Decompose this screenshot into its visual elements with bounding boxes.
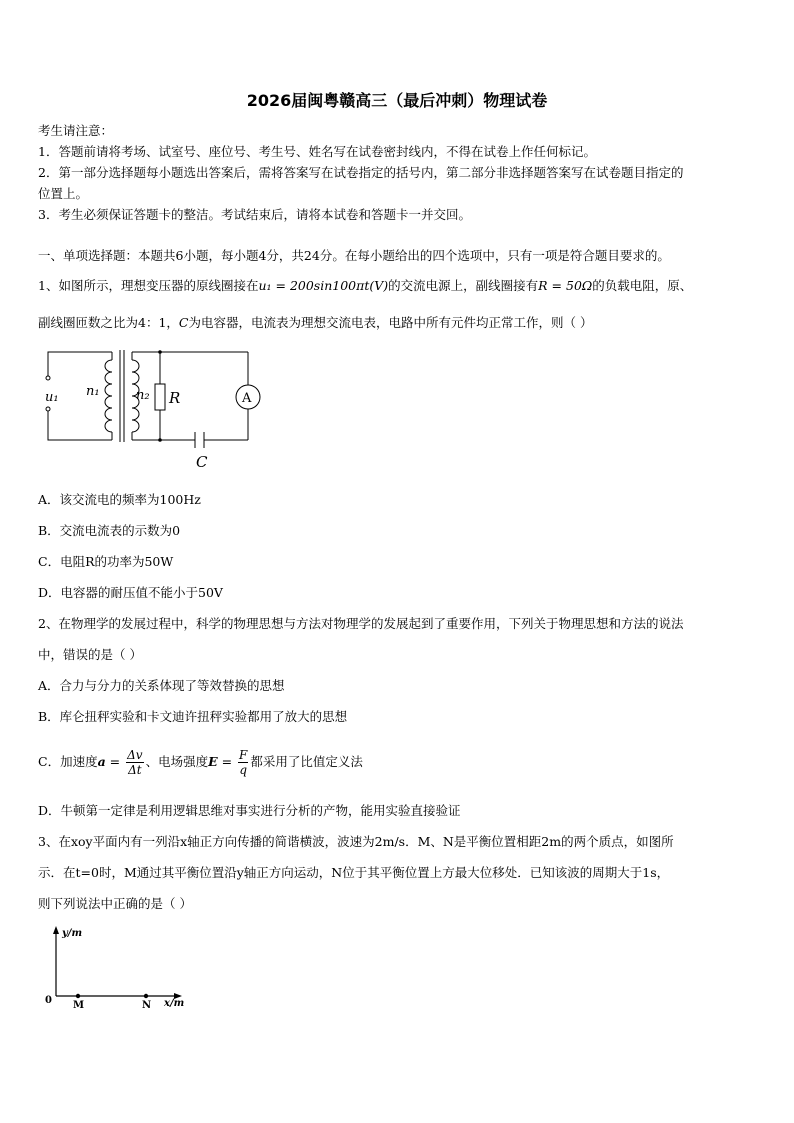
q1-label-n2: n₂ (136, 388, 150, 403)
q2-frac-field-num: F (239, 748, 248, 762)
q2-option-c-b: 、电场强度 (145, 754, 209, 769)
q2-frac-field-den: q (239, 763, 248, 777)
q2-option-c-c: 都采用了比值定义法 (250, 754, 363, 769)
q1-label-u1: u₁ (45, 390, 59, 405)
q2-frac-acc (126, 748, 143, 777)
q2-option-d: D．牛顿第一定律是利用逻辑思维对事实进行分析的产物，能用实验直接验证 (38, 803, 461, 818)
q1-stem-d: 副线圈匝数之比为4：1， (38, 315, 179, 330)
q1-stem-line1 (38, 276, 692, 294)
q3-stem-line2: 示．在t=0时，M通过其平衡位置沿y轴正方向运动，N位于其平衡位置上方最大位移处．已知该波的周期大于1s， (38, 865, 670, 880)
q2-var-e: E (208, 754, 218, 769)
q2-option-b: B．库仑扭秤实验和卡文迪许扭秤实验都用了放大的思想 (38, 709, 348, 724)
q2-frac-field (238, 748, 248, 777)
q1-circuit-diagram (36, 340, 266, 475)
q3-stem-line1: 3、在xoy平面内有一列沿x轴正方向传播的简谐横波，波速为2m/s．M、N是平衡位置相距2m的两个质点，如图所 (38, 834, 674, 849)
page-title: 2026届闽粤赣高三（最后冲刺）物理试卷 (246, 91, 548, 110)
section-heading: 一、单项选择题：本题共6小题，每小题4分，共24分。在每小题给出的四个选项中，只有一项是符合题目要求的。 (38, 248, 670, 263)
q2-frac-acc-den: Δt (128, 763, 142, 777)
q1-stem-c: 的负载电阻，原、 (592, 278, 693, 293)
q2-var-a: a (97, 754, 106, 769)
q1-formula-u: u₁ = 200sin100πt(V) (258, 278, 389, 293)
q1-var-c: C (178, 315, 189, 330)
q3-point-m (76, 994, 80, 998)
q3-y-label: y/m (62, 928, 83, 939)
q1-option-a: A．该交流电的频率为100Hz (38, 492, 201, 507)
q3-m-label: M (73, 1000, 85, 1010)
q3-n-label: N (142, 1000, 152, 1010)
q3-x-label: x/m (164, 998, 185, 1009)
q1-option-b: B．交流电流表的示数为0 (38, 523, 181, 538)
q1-stem-line2 (38, 313, 592, 331)
q2-option-c: C．加速度a = $\frac{\Delta v}{\Delta t}$ 、电场强度E = $\frac{F}{q}$ 都采用了比值定义法 (38, 748, 363, 777)
q1-stem-a: 1、如图所示，理想变压器的原线圈接在 (38, 278, 259, 293)
q3-stem-line3: 则下列说法中正确的是（ ） (38, 896, 192, 911)
q1-option-d: D．电容器的耐压值不能小于50V (38, 585, 223, 600)
q1-label-c: C (196, 453, 208, 471)
notice-item-2-cont: 位置上。 (38, 186, 89, 201)
q1-stem-e: 为电容器，电流表为理想交流电表，电路中所有元件均正常工作，则（ ） (188, 315, 593, 330)
q3-point-n (144, 994, 148, 998)
q1-option-c: C．电阻R的功率为50W (38, 554, 174, 569)
q2-option-a: A．合力与分力的关系体现了等效替换的思想 (38, 678, 285, 693)
notice-item-2: 2．第一部分选择题每小题选出答案后，需将答案写在试卷指定的括号内，第二部分非选择题答案写在试卷题目指定的 (38, 165, 684, 180)
q1-label-n1: n₁ (86, 384, 100, 399)
notice-heading: 考生请注意： (38, 123, 114, 138)
q1-label-r: R (169, 389, 181, 407)
q2-stem-line1: 2、在物理学的发展过程中，科学的物理思想与方法对物理学的发展起到了重要作用，下列关于物理思想和方法的说法 (38, 616, 684, 631)
q2-frac-acc-num: Δv (127, 748, 143, 762)
q1-label-ammeter: A (242, 391, 252, 406)
q2-stem-line2: 中，错误的是（ ） (38, 647, 142, 662)
q1-formula-r: R = 50Ω (538, 278, 593, 293)
q2-option-c-a: C．加速度 (38, 754, 98, 769)
q1-stem-b: 的交流电源上，副线圈接有 (388, 278, 539, 293)
q3-wave-axes (36, 920, 196, 1010)
notice-item-1: 1．答题前请将考场、试室号、座位号、考生号、姓名写在试卷密封线内，不得在试卷上作任何标记。 (38, 144, 596, 159)
q3-origin-label: 0 (45, 995, 52, 1006)
notice-item-3: 3．考生必须保证答题卡的整洁。考试结束后，请将本试卷和答题卡一并交回。 (38, 207, 471, 222)
